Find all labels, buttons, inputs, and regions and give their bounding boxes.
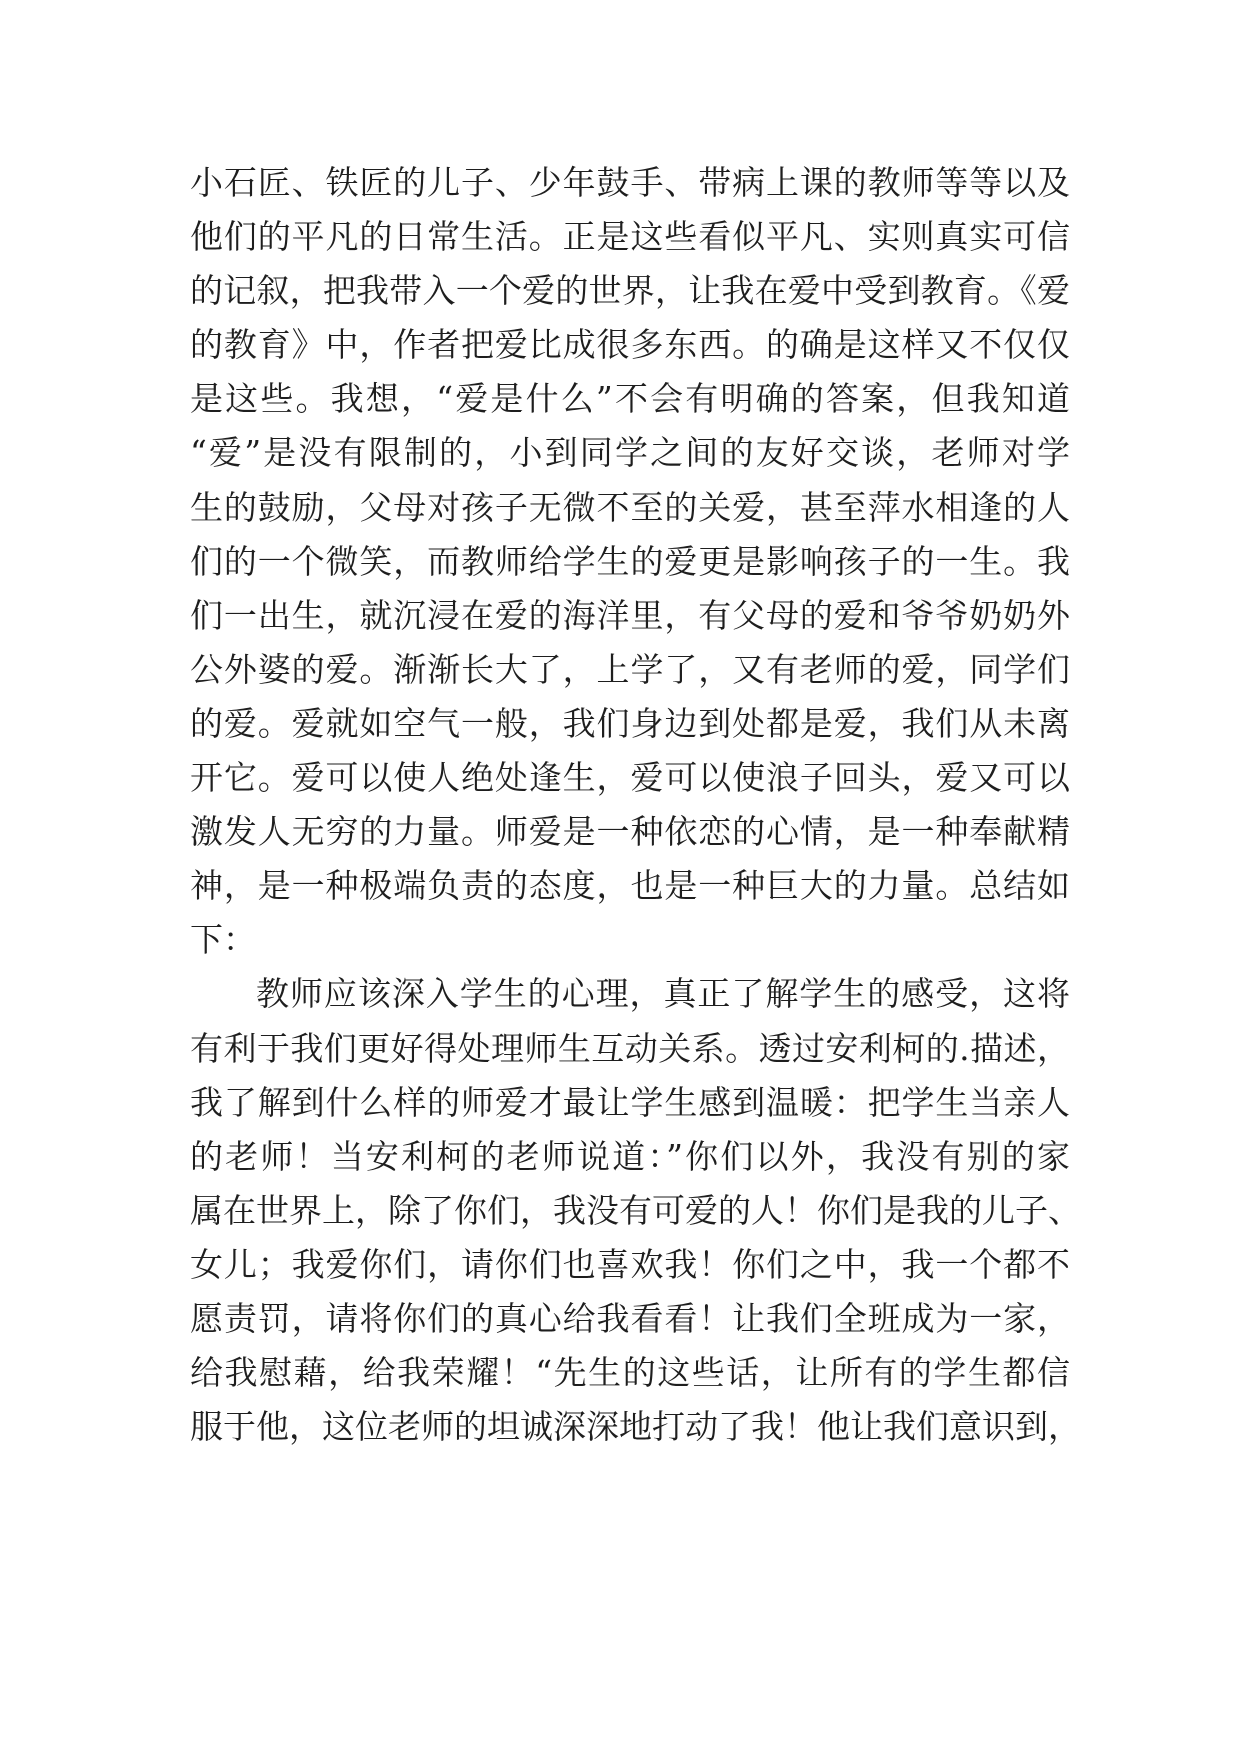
text-line: 小石匠、铁匠的儿子、少年鼓手、带病上课的教师等等以及 [190,163,1070,202]
text-line: 有利于我们更好得处理师生互动关系。透过安利柯的.描述， [190,1028,1070,1068]
text-line: 我了解到什么样的师爱才最让学生感到温暖：把学生当亲人 [190,1082,1070,1122]
text-line: 愿责罚，请将你们的真心给我看看！让我们全班成为一家， [190,1298,1070,1338]
text-line: 的老师！当安利柯的老师说道：”你们以外，我没有别的家 [190,1136,1070,1176]
text-line: 的记叙，把我带入一个爱的世界，让我在爱中受到教育。《爱 [190,271,1070,311]
text-line: 的教育》中，作者把爱比成很多东西。的确是这样又不仅仅 [190,325,1070,365]
text-line: 教师应该深入学生的心理，真正了解学生的感受，这将 [256,974,1070,1014]
text-line: 生的鼓励，父母对孩子无微不至的关爱，甚至萍水相逢的人 [190,487,1070,527]
text-line: 女儿；我爱你们，请你们也喜欢我！你们之中，我一个都不 [190,1244,1070,1284]
text-line: “爱”是没有限制的，小到同学之间的友好交谈，老师对学 [190,433,1070,473]
text-line: 激发人无穷的力量。师爱是一种依恋的心情，是一种奉献精 [190,812,1070,852]
text-line: 是这些。我想，“爱是什么”不会有明确的答案，但我知道 [190,379,1070,419]
text-line: 们一出生，就沉浸在爱的海洋里，有父母的爱和爷爷奶奶外 [190,595,1070,635]
text-line: 公外婆的爱。渐渐长大了，上学了，又有老师的爱，同学们 [190,649,1070,689]
text-line: 下： [190,920,256,960]
text-line: 们的一个微笑，而教师给学生的爱更是影响孩子的一生。我 [190,541,1070,581]
text-line: 开它。爱可以使人绝处逢生，爱可以使浪子回头，爱又可以 [190,758,1070,798]
text-line: 给我慰藉，给我荣耀！“先生的这些话，让所有的学生都信 [190,1353,1070,1393]
text-line: 神，是一种极端负责的态度，也是一种巨大的力量。总结如 [190,866,1070,906]
text-line: 属在世界上，除了你们，我没有可爱的人！你们是我的儿子、 [190,1190,1081,1230]
text-line: 的爱。爱就如空气一般，我们身边到处都是爱，我们从未离 [190,703,1070,743]
text-line: 他们的平凡的日常生活。正是这些看似平凡、实则真实可信 [190,217,1070,257]
text-line: 服于他，这位老师的坦诚深深地打动了我！他让我们意识到， [190,1407,1081,1447]
body-text [190,156,1081,1454]
